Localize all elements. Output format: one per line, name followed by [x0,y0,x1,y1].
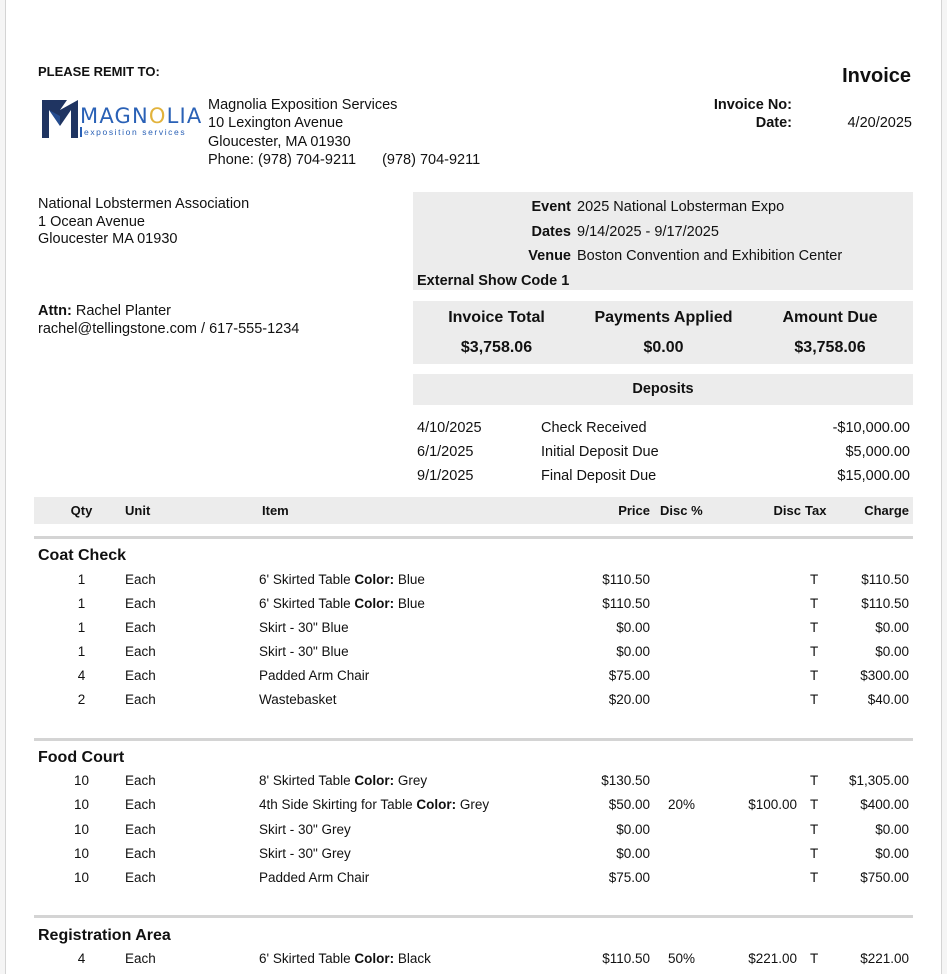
deposit-description: Check Received [541,420,647,436]
cell-charge: $0.00 [875,845,909,861]
cell-qty: 2 [77,692,86,707]
line-item-row [34,688,913,712]
header-charge: Charge [864,503,909,518]
item-name: 6' Skirted Table [259,951,351,966]
line-item-row [34,866,913,890]
cell-charge: $221.00 [860,951,909,966]
deposit-amount: -$10,000.00 [832,420,910,436]
cell-charge: $40.00 [867,692,909,707]
item-attr-label: Color: [354,773,395,788]
cell-charge: $400.00 [860,797,909,813]
cell-unit: Each [125,644,156,659]
deposit-amount: $15,000.00 [837,468,910,484]
header-item: Item [262,503,289,518]
cell-item [259,616,349,640]
cell-unit: Each [125,620,156,635]
section-title: Coat Check [38,547,127,564]
item-name: Skirt - 30" Grey [259,845,351,861]
bill-to-address-line2: Gloucester MA 01930 [38,231,178,247]
cell-unit: Each [125,870,156,886]
cell-charge: $110.50 [861,572,909,587]
line-item-row [34,947,913,971]
amount-due-value: $3,758.06 [794,339,866,356]
item-attr-label: Color: [354,596,395,611]
item-name: Padded Arm Chair [259,870,370,886]
cell-qty: 1 [77,644,86,659]
line-items-header [34,497,913,524]
company-phone-2: (978) 704-9211 [382,151,481,168]
cell-tax: T [810,845,819,861]
invoice-title: Invoice [842,65,911,87]
cell-price: $0.00 [616,821,650,837]
dates-value: 9/14/2025 - 9/17/2025 [577,223,719,240]
cell-item [259,664,369,688]
deposit-date: 9/1/2025 [417,468,474,484]
item-name: 6' Skirted Table [259,572,351,587]
company-logo [40,96,203,142]
header-unit: Unit [125,503,151,518]
cell-unit: Each [125,951,156,966]
cell-tax: T [810,572,819,587]
company-phone: Phone: (978) 704-9211 [208,151,357,168]
line-item-row [34,842,913,866]
deposit-row [417,440,910,464]
cell-qty: 10 [73,870,90,886]
payments-applied-label: Payments Applied [594,309,733,326]
header-tax: Tax [805,503,827,518]
cell-tax: T [810,644,819,659]
line-item-row [34,664,913,688]
section-title: Registration Area [38,927,171,944]
item-name: Wastebasket [259,692,337,707]
cell-disc-pct: 50% [668,951,696,966]
event-value: 2025 National Lobsterman Expo [577,199,785,216]
company-phone-line [208,151,480,169]
item-name: Skirt - 30" Blue [259,644,349,659]
invoice-number-value [792,96,912,114]
invoice-date-value: 4/20/2025 [847,115,912,131]
item-attr-value: Blue [397,572,425,587]
cell-charge: $0.00 [875,620,909,635]
invoice-total-label: Invoice Total [448,309,545,326]
cell-unit: Each [125,692,156,707]
cell-price: $20.00 [608,692,650,707]
cell-unit: Each [125,668,156,683]
cell-item [259,688,337,712]
cell-charge: $300.00 [860,668,909,683]
cell-qty: 1 [77,620,86,635]
header-disc: Disc [773,503,801,518]
cell-qty: 1 [77,572,86,587]
cell-price: $110.50 [602,572,650,587]
cell-qty: 1 [77,596,86,611]
item-name: 6' Skirted Table [259,596,351,611]
item-attr-value: Grey [397,773,428,788]
cell-disc-pct: 20% [668,797,696,813]
deposit-amount: $5,000.00 [845,444,910,460]
cell-item [259,568,425,592]
cell-item [259,818,351,842]
cell-item [259,842,351,866]
line-item-row [34,616,913,640]
company-address-line1: 10 Lexington Avenue [208,115,344,132]
cell-tax: T [810,870,819,886]
deposit-row [417,416,910,440]
cell-qty: 10 [73,821,90,837]
deposits-header: Deposits [413,374,913,405]
invoice-page [5,0,942,974]
cell-item [259,866,369,890]
line-item-row [34,640,913,664]
cell-price: $0.00 [616,620,650,635]
cell-qty: 10 [73,797,90,813]
invoice-total [413,301,580,364]
cell-unit: Each [125,572,156,587]
logo-tagline: exposition services [84,127,187,137]
venue-value: Boston Convention and Exhibition Center [577,248,843,265]
item-name: Skirt - 30" Grey [259,821,351,837]
item-attr-value: Grey [459,797,490,813]
cell-price: $75.00 [608,870,650,886]
line-item-row [34,769,913,793]
line-item-row [34,793,913,817]
bill-to-address [38,196,249,249]
amount-due [747,301,913,364]
cell-qty: 4 [77,668,86,683]
deposit-date: 4/10/2025 [417,420,482,436]
line-item-row [34,818,913,842]
logo-wordmark: MAGNOLIA [80,104,203,128]
cell-price: $110.50 [602,596,650,611]
cell-charge: $0.00 [875,821,909,837]
cell-unit: Each [125,797,156,813]
item-attr-label: Color: [354,951,395,966]
company-address [208,96,480,169]
cell-charge: $110.50 [861,596,909,611]
item-attr-value: Black [397,951,431,966]
cell-tax: T [810,797,819,813]
cell-tax: T [810,773,819,788]
cell-item [259,640,349,664]
cell-item [259,947,431,971]
item-attr-label: Color: [354,572,395,587]
remit-to-label: PLEASE REMIT TO: [38,64,160,79]
cell-tax: T [810,596,819,611]
line-item-row [34,592,913,616]
item-name: 8' Skirted Table [259,773,351,788]
cell-item [259,769,427,793]
section-divider [34,738,913,741]
event-info-box [413,192,913,290]
section-divider [34,536,913,539]
cell-price: $50.00 [608,797,650,813]
cell-charge: $0.00 [875,644,909,659]
item-name: Skirt - 30" Blue [259,620,349,635]
cell-item [259,793,489,817]
bill-to-address-line1: 1 Ocean Avenue [38,213,145,230]
cell-unit: Each [125,596,156,611]
cell-qty: 10 [73,845,90,861]
cell-unit: Each [125,845,156,861]
cell-tax: T [810,821,819,837]
cell-charge: $750.00 [860,870,909,886]
cell-tax: T [810,692,819,707]
invoice-meta [606,96,912,132]
cell-disc: $100.00 [748,797,797,813]
totals-box [413,301,913,364]
attention-block [38,303,299,338]
cell-price: $0.00 [616,845,650,861]
section-title: Food Court [38,749,125,766]
item-attr-label: Color: [416,797,457,813]
company-address-line2: Gloucester, MA 01930 [208,133,351,150]
bill-to-name: National Lobstermen Association [38,196,250,212]
company-name: Magnolia Exposition Services [208,97,398,113]
invoice-number-label: Invoice No: [713,97,792,113]
amount-due-label: Amount Due [782,309,878,326]
cell-tax: T [810,620,819,635]
header-qty: Qty [70,503,93,518]
cell-price: $130.50 [601,773,650,788]
invoice-date-label: Date: [755,115,792,131]
external-show-code-label: External Show Code 1 [417,272,570,289]
attn-name: Rachel Planter [75,303,171,319]
attn-contact: rachel@tellingstone.com / 617-555-1234 [38,320,300,337]
attn-label: Attn: [38,303,72,319]
event-label: Event [531,199,571,216]
cell-price: $110.50 [602,951,650,966]
item-name: 4th Side Skirting for Table [259,797,413,813]
cell-price: $0.00 [616,644,650,659]
cell-price: $75.00 [608,668,650,683]
venue-label: Venue [528,248,571,265]
payments-applied [580,301,747,364]
cell-qty: 10 [73,773,90,788]
section-divider [34,915,913,918]
deposit-date: 6/1/2025 [417,444,474,460]
header-price: Price [618,503,650,518]
cell-unit: Each [125,773,156,788]
deposit-description: Final Deposit Due [541,468,657,484]
deposits-list [417,416,910,488]
cell-qty: 4 [77,951,86,966]
header-disc-pct: Disc % [660,503,703,518]
payments-applied-value: $0.00 [643,339,684,356]
cell-tax: T [810,951,819,966]
cell-disc: $221.00 [748,951,797,966]
line-item-row [34,568,913,592]
deposit-row [417,464,910,488]
invoice-total-value: $3,758.06 [460,339,533,356]
item-attr-value: Blue [397,596,425,611]
deposit-description: Initial Deposit Due [541,444,659,460]
cell-item [259,592,425,616]
cell-tax: T [810,668,819,683]
cell-charge: $1,305.00 [848,773,909,788]
item-name: Padded Arm Chair [259,668,370,683]
dates-label: Dates [531,223,571,240]
cell-unit: Each [125,821,156,837]
